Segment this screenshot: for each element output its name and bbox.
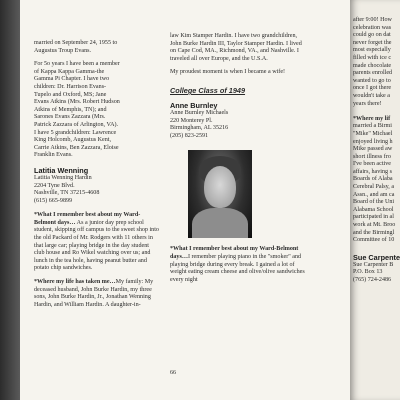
alumna-name: Anne Burnley [170, 100, 218, 110]
text-line: King Holcomb, Augustus Kent, [34, 137, 112, 144]
portrait-photo [188, 150, 252, 238]
life-answer [34, 279, 160, 309]
right-page [350, 0, 400, 400]
address-line: P.O. Box 13 [353, 269, 383, 276]
address-line: Nashville, TN 37215-4608 [34, 190, 100, 197]
text-line [353, 108, 400, 116]
address-line: (765) 724-2486 [353, 277, 392, 283]
text-line: participated in al [353, 214, 394, 221]
alumna-address [170, 110, 305, 140]
page-number: 66 [170, 370, 177, 376]
text-line: Franklin Evans. [34, 152, 73, 159]
photo-face [204, 166, 236, 208]
text-line: after 9:00! How [353, 17, 392, 23]
text-line: Alabama School [353, 206, 394, 213]
text-line: affairs, having s [353, 168, 392, 175]
left-column [34, 40, 160, 315]
memory-question: *What I remember best about my Ward-Belmont days… [34, 212, 141, 226]
text-line: Committee of 10 [353, 237, 395, 244]
text-line: I have 5 grandchildren: Lawrence [34, 129, 117, 136]
alumna-address [353, 262, 400, 285]
address-line: Birmingham, AL 35216 [170, 125, 229, 132]
text-line: Cerebral Palsy, a [353, 184, 395, 191]
proudest-moment: My proudest moment is when I became a wife! [170, 69, 286, 76]
life-question: *Where my life has taken me… [34, 279, 116, 286]
text-line: children: Dr. Harrison Evans- [34, 83, 107, 90]
address-line: (205) 823-2591 [170, 132, 209, 139]
text-line: *Where my lif [353, 115, 391, 122]
text-line: short illness fro [353, 153, 391, 160]
alumna-name: Sue Carpente [353, 252, 400, 262]
text-line: Atkins of Memphis, TN); and [34, 106, 107, 113]
photo-shoulders [192, 208, 248, 238]
text-line: "Mike" Michael [353, 130, 393, 137]
memory-answer [170, 246, 305, 284]
text-line: Gamma Pi Chapter. I have two [34, 76, 110, 83]
address-line: 220 Monterey Pl. [170, 117, 213, 124]
text-line: filled with ice c [353, 54, 392, 61]
text-line: wouldn't take a [353, 92, 390, 99]
memory-text: I remember playing piano in the "smoker" and playing bridge during every break. I gained a lot of weight eating cream cheese and olive/olive sandwiches every night [170, 253, 305, 283]
text-line: Mike passed aw [353, 146, 393, 153]
class-heading: College Class of 1949 [170, 85, 246, 95]
text-line: once I got there [353, 85, 392, 92]
middle-column [170, 33, 305, 290]
text-line: Tupelo and Oxford, MS; Jane [34, 91, 107, 98]
text-line: Augustus Troup Evans. [34, 47, 92, 54]
life-text: My family: My deceased husband, John Burke Hardin, my three sons, John Burke Hardin, Jr., Jonathan Wenning Hardin, and William Hardin. A daughter-in- [34, 279, 154, 308]
memory-answer [34, 212, 160, 273]
address-line: Latitia Wenning Hardin [34, 174, 92, 181]
alumna-address [34, 175, 160, 205]
text-line: most especially [353, 47, 391, 54]
text-line: parents enrolled [353, 70, 393, 77]
memory-text: As a junior day prep school student, skipping off campus to the sweet shop into the old Packard of Mr. Rodgers with 11 others in that large car; playing bridge in the day student club house and Ro Wikel watching over us; and lunch in the tea hole, having peanut butter and potato chip sandwiches. [34, 219, 159, 272]
text-line: Assn., and am ca [353, 191, 395, 198]
text-line: enjoyed living h [353, 138, 393, 145]
text-line: Carrie Atkins, Ben Zazzara, Eloise [34, 144, 119, 151]
text-line: Sarones Evans Zazzara (Mrs. [34, 114, 106, 121]
text-line: married a Birmi [353, 123, 392, 130]
text-line: of Kappa Kappa Gamma-the [34, 68, 105, 75]
continued-text: law Kim Stamper Hardin. I have two grandchildren, John Burke Hardin III, Taylor Stamper Hardin. I lived on Cape Cod, MA., Richmond, VA., and Nashville. I traveled all over Europe, and the U.S.A. [170, 33, 302, 62]
intro-text [34, 40, 160, 55]
text-line: years there! [353, 100, 382, 107]
address-line: (615) 665-9899 [34, 197, 73, 204]
text-line: made chocolate [353, 62, 392, 69]
text-line: work at Mt. Broo [353, 222, 396, 229]
text-line: Patrick Zazzara of Arlington, VA). [34, 121, 119, 128]
text-line: Board of the Uni [353, 199, 395, 206]
text-line: never forget the [353, 39, 392, 46]
text-line: celebration was [353, 24, 392, 31]
text-line: married on September 24, 1955 to [34, 40, 118, 46]
right-text-block [353, 17, 400, 245]
right-column [353, 17, 400, 292]
memory-question: *What I remember best about my Ward-Belmont days… [170, 246, 299, 260]
address-line: Anne Burnley Michaels [170, 109, 229, 116]
address-line: Sue Carpenter B [353, 261, 394, 268]
text-line: could go on dat [353, 32, 391, 39]
book-gutter [0, 0, 20, 400]
address-line: 2204 Tyne Blvd. [34, 182, 75, 189]
text-line: wanted to go to [353, 77, 391, 84]
text-line: and the Birmingl [353, 229, 395, 236]
text-line: I've been active [353, 161, 391, 168]
text-line: Evans Atkins (Mrs. Robert Hudson [34, 99, 120, 106]
text-line: Boards of Alaba [353, 176, 393, 183]
alumna-name: Latitia Wenning [34, 165, 89, 175]
family-paragraph [34, 61, 160, 160]
text-line: For 5o years I have been a member [34, 61, 120, 68]
